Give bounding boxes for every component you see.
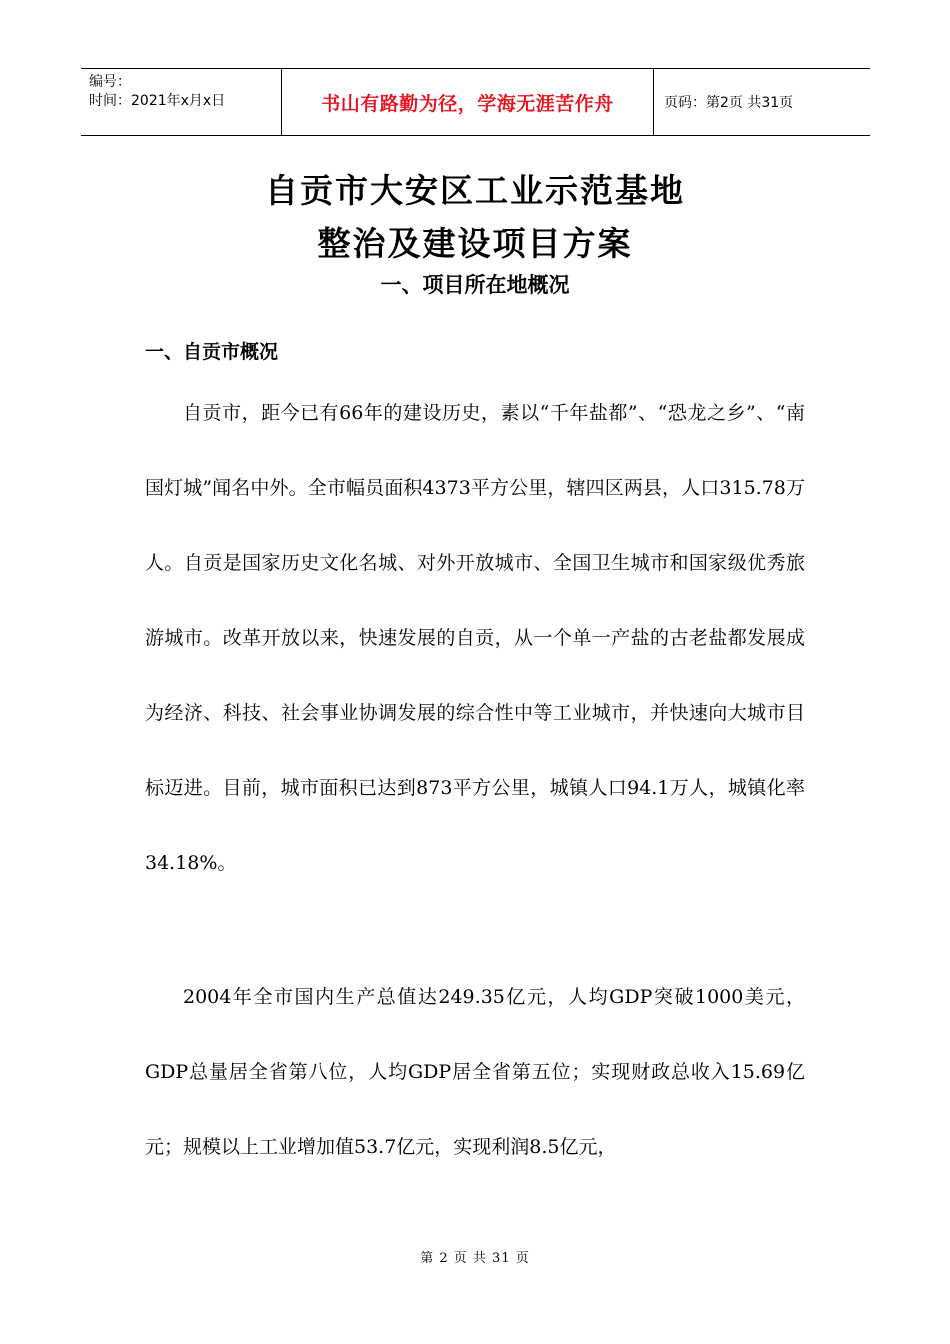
header-motto: 书山有路勤为径，学海无涯苦作舟 <box>281 69 654 135</box>
header-meta <box>81 69 281 135</box>
paragraph-1: 自贡市，距今已有66年的建设历史，素以“千年盐都”、“恐龙之乡”、“南国灯城”闻名中外。全市幅员面积4373平方公里，辖四区两县，人口315.78万人。自贡是国家历史文化名城、对外开放城市、全国卫生城市和国家级优秀旅游城市。改革开放以来，快速发展的自贡，从一个单一产盐的古老盐都发展成为经济、科技、社会事业协调发展的综合性中等工业城市，并快速向大城市目标迈进。目前，城市面积已达到873平方公里，城镇人口94.1万人，城镇化率34.18%。 <box>145 402 805 874</box>
document-title-line2: 整治及建设项目方案 <box>317 224 633 263</box>
document-header <box>81 68 870 136</box>
paragraph-2: 2004年全市国内生产总值达249.35亿元，人均GDP突破1000美元，GDP总量居全省第八位，人均GDP居全省第五位；实现财政总收入15.69亿元；规模以上工业增加值53.7亿元，实现利润8.5亿元， <box>145 986 805 1158</box>
document-title-line1: 自贡市大安区工业示范基地 <box>265 171 685 210</box>
time-label: 时间：2021年x月x日 <box>89 93 226 109</box>
chapter-subtitle: 一、项目所在地概况 <box>380 273 570 297</box>
page-footer: 第 2 页 共 31 页 <box>420 1251 530 1266</box>
section-heading: 一、自贡市概况 <box>145 341 279 363</box>
number-label: 编号： <box>89 74 131 90</box>
header-page-info: 页码：第2页 共31页 <box>664 95 794 111</box>
